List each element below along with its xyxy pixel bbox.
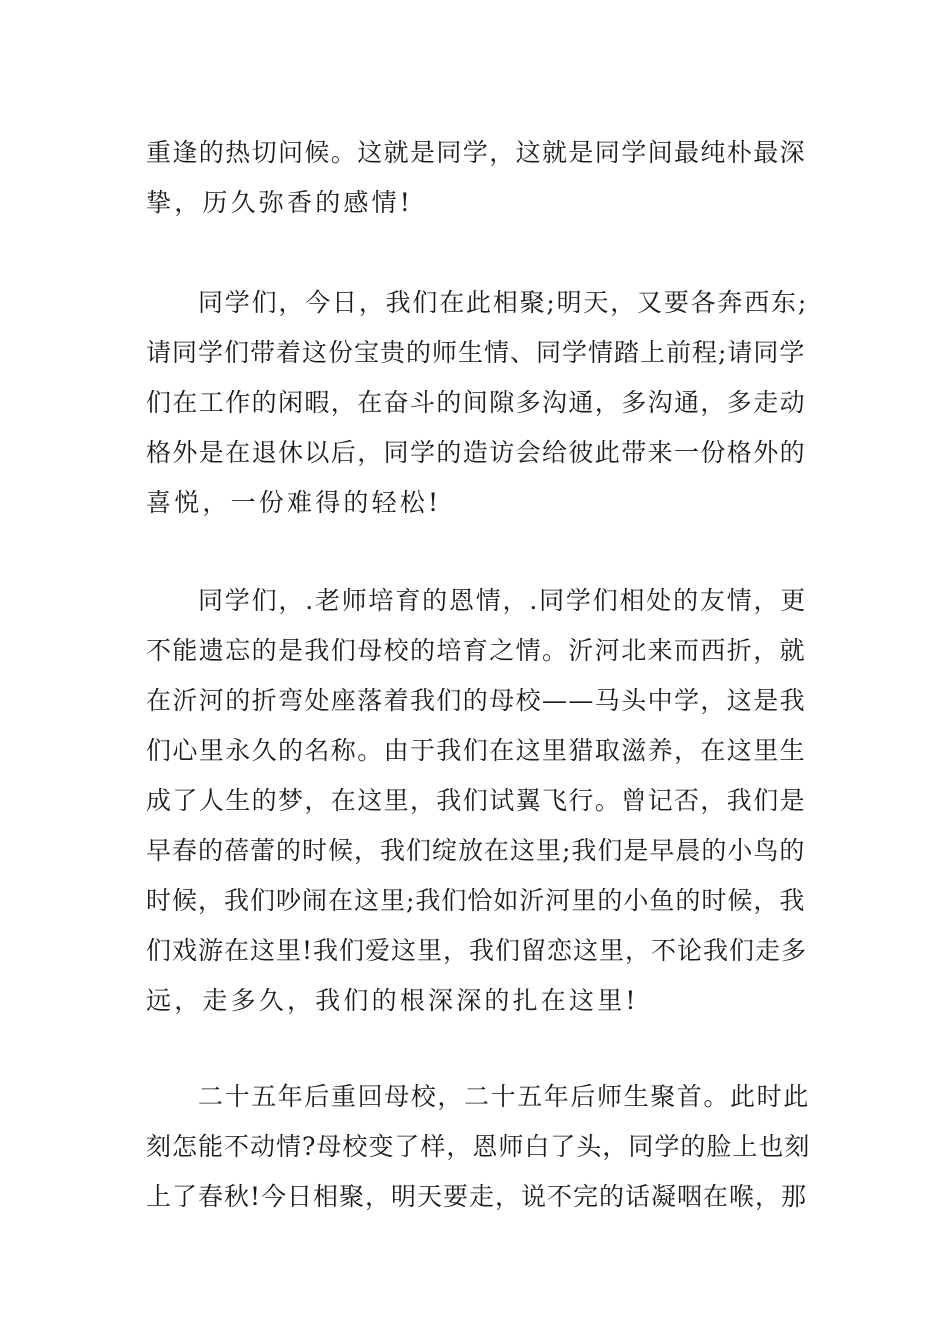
- paragraph-3-line-6: 早春的蓓蕾的时候，我们绽放在这里;我们是早晨的小鸟的: [146, 836, 806, 865]
- paragraph-3-line-4: 们心里永久的名称。由于我们在这里猎取滋养，在这里生: [146, 736, 807, 765]
- paragraph-2: [146, 278, 810, 528]
- paragraph-1-line-1: 重逢的热切问候。这就是同学，这就是同学间最纯朴最深: [146, 138, 807, 167]
- paragraph-3-line-9: 远，走多久，我们的根深深的扎在这里!: [146, 986, 639, 1015]
- paragraph-4-line-3: 上了春秋!今日相聚，明天要走，说不完的话凝咽在喉，那: [146, 1182, 808, 1211]
- paragraph-2-line-5: 喜悦，一份难得的轻松!: [146, 488, 442, 517]
- paragraph-1-line-2: 挚，历久弥香的感情!: [146, 188, 414, 217]
- paragraph-4-line-2: 刻怎能不动情?母校变了样，恩师白了头，同学的脸上也刻: [146, 1132, 811, 1161]
- paragraph-3-line-5: 成了人生的梦，在这里，我们试翼飞行。曾记否，我们是: [146, 786, 807, 815]
- paragraph-3-line-3: 在沂河的折弯处座落着我们的母校——马头中学，这是我: [146, 686, 807, 715]
- paragraph-2-line-3: 们在工作的闲暇，在奋斗的间隙多沟通，多沟通，多走动: [146, 388, 807, 417]
- paragraph-3-line-8: 们戏游在这里!我们爱这里，我们留恋这里，不论我们走多: [146, 936, 808, 965]
- paragraph-3-line-2: 不能遗忘的是我们母校的培育之情。沂河北来而西折，就: [146, 636, 807, 665]
- paragraph-4-line-1: 二十五年后重回母校，二十五年后师生聚首。此时此: [198, 1082, 810, 1111]
- paragraph-3-line-7: 时候，我们吵闹在这里;我们恰如沂河里的小鱼的时候，我: [146, 886, 806, 915]
- paragraph-2-line-4: 格外是在退休以后，同学的造访会给彼此带来一份格外的: [146, 438, 807, 467]
- paragraph-1: [146, 128, 810, 228]
- paragraph-3-line-1: 同学们，.老师培育的恩情，.同学们相处的友情，更: [198, 586, 808, 615]
- paragraph-2-line-1: 同学们，今日，我们在此相聚;明天，又要各奔西东;: [198, 288, 809, 317]
- paragraph-4: [146, 1072, 810, 1222]
- paragraph-3: [146, 576, 810, 1026]
- paragraph-2-line-2: 请同学们带着这份宝贵的师生情、同学情踏上前程;请同学: [146, 338, 806, 367]
